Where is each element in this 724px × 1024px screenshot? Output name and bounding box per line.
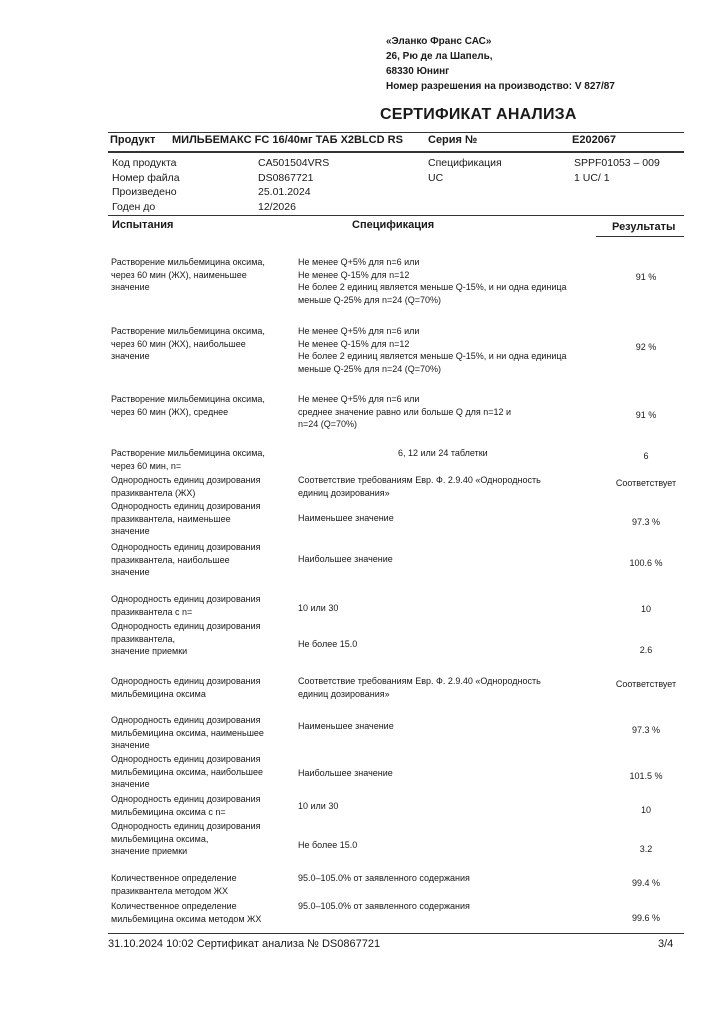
test-spec: Не менее Q+5% для n=6 или среднее значение равно или больше Q для n=12 и n=24 (Q=70%) xyxy=(298,394,512,430)
divider xyxy=(108,132,684,133)
company-line: 26, Рю де ла Шапель, xyxy=(386,51,493,62)
info-value: 12/2026 xyxy=(258,200,296,213)
series-label: Серия № xyxy=(428,134,478,146)
test-spec: 95.0–105.0% от заявленного содержания xyxy=(298,873,470,883)
test-result: 92 % xyxy=(635,342,657,352)
info-label: Код продукта xyxy=(112,157,177,169)
divider xyxy=(108,933,684,934)
info-value: 25.01.2024 xyxy=(258,186,311,199)
test-result: 2.6 xyxy=(639,645,653,655)
test-result: 100.6 % xyxy=(629,558,663,568)
page-number: 3/4 xyxy=(658,938,674,950)
test-result: Соответствует xyxy=(615,679,677,689)
info-label: UC xyxy=(428,171,444,184)
product-label: Продукт xyxy=(110,134,156,146)
info-labels-left xyxy=(112,156,180,214)
info-values-right xyxy=(574,156,660,185)
test-spec: 6, 12 или 24 таблетки xyxy=(398,448,488,458)
test-name: Однородность единиц дозирования празиквантела (ЖХ) xyxy=(111,475,261,498)
test-spec: Не более 15.0 xyxy=(298,639,358,649)
test-name: Количественное определение мильбемицина оксима методом ЖХ xyxy=(111,901,262,924)
test-spec: Не менее Q+5% для n=6 или Не менее Q-15% для n=12 Не более 2 единиц является меньше Q-15%, и ни одна единица меньше Q-25% для n=24 (Q=70%) xyxy=(298,326,567,374)
product-name: МИЛЬБЕМАКС FC 16/40мг ТАБ X2BLCD RS xyxy=(172,134,403,146)
info-value: SPPF01053 – 009 xyxy=(574,157,660,169)
test-result: 10 xyxy=(640,805,651,815)
test-name: Растворение мильбемицина оксима, через 60 мин, n= xyxy=(111,448,265,471)
test-name: Однородность единиц дозирования мильбемицина оксима с n= xyxy=(111,794,261,817)
test-name: Однородность единиц дозирования мильбемицина оксима, значение приемки xyxy=(111,821,261,857)
test-spec: 10 или 30 xyxy=(298,603,339,613)
test-result: 99.6 % xyxy=(631,913,661,923)
divider xyxy=(108,215,684,216)
test-spec: Соответствие требованиям Евр. Ф. 2.9.40 «Однородность единиц дозирования» xyxy=(298,475,541,498)
test-result: 91 % xyxy=(635,272,657,282)
test-name: Растворение мильбемицина оксима, через 60 мин (ЖХ), среднее xyxy=(111,394,265,417)
divider xyxy=(108,151,684,153)
test-spec: Наименьшее значение xyxy=(298,721,394,731)
test-result: 10 xyxy=(640,604,651,614)
info-value: DS0867721 xyxy=(258,171,314,184)
test-result: 91 % xyxy=(635,410,657,420)
header-spec: Спецификация xyxy=(352,219,435,231)
info-label: Произведено xyxy=(112,186,177,199)
info-value: 1 UC/ 1 xyxy=(574,171,610,184)
info-values-left xyxy=(258,156,329,214)
info-labels-right xyxy=(428,156,502,185)
test-result: 97.3 % xyxy=(631,725,661,735)
header-result: Результаты xyxy=(612,221,676,233)
test-spec: Наибольшее значение xyxy=(298,554,393,564)
company-line: Номер разрешения на производство: V 827/87 xyxy=(386,81,615,92)
test-name: Однородность единиц дозирования мильбемицина оксима, наибольшее значение xyxy=(111,754,263,790)
company-line: 68330 Юнинг xyxy=(386,66,450,77)
test-name: Растворение мильбемицина оксима, через 60 мин (ЖХ), наименьшее значение xyxy=(111,257,265,293)
company-line: «Эланко Франс САС» xyxy=(386,36,492,47)
info-label: Годен до xyxy=(112,200,156,213)
test-result: 99.4 % xyxy=(631,878,661,888)
test-name: Однородность единиц дозирования празиквантела, значение приемки xyxy=(111,621,261,657)
test-result: 101.5 % xyxy=(629,771,663,781)
test-spec: Соответствие требованиям Евр. Ф. 2.9.40 «Однородность единиц дозирования» xyxy=(298,676,541,699)
test-spec: Не более 15.0 xyxy=(298,840,358,850)
test-spec: Наибольшее значение xyxy=(298,768,393,778)
test-name: Количественное определение празиквантела методом ЖХ xyxy=(111,873,237,896)
test-result: Соответствует xyxy=(615,478,677,488)
test-result: 97.3 % xyxy=(631,517,661,527)
test-name: Растворение мильбемицина оксима, через 60 мин (ЖХ), наибольшее значение xyxy=(111,326,265,362)
test-spec: Не менее Q+5% для n=6 или Не менее Q-15% для n=12 Не более 2 единиц является меньше Q-15%, и ни одна единица меньше Q-25% для n=24 (Q=70%) xyxy=(298,257,567,305)
test-spec: Наименьшее значение xyxy=(298,513,394,523)
test-spec: 10 или 30 xyxy=(298,801,339,811)
test-spec: 95.0–105.0% от заявленного содержания xyxy=(298,901,470,911)
test-result: 6 xyxy=(643,451,649,461)
info-value: CA501504VRS xyxy=(258,157,330,169)
info-label: Номер файла xyxy=(112,171,180,184)
test-name: Однородность единиц дозирования празиквантела с n= xyxy=(111,594,261,617)
test-result: 3.2 xyxy=(639,844,653,854)
test-name: Однородность единиц дозирования празиквантела, наименьшее значение xyxy=(111,501,261,537)
footer-text: 31.10.2024 10:02 Сертификат анализа № DS0867721 xyxy=(108,938,381,950)
test-name: Однородность единиц дозирования мильбемицина оксима xyxy=(111,676,261,699)
header-test: Испытания xyxy=(112,219,174,231)
document-title: СЕРТИФИКАТ АНАЛИЗА xyxy=(380,106,577,123)
divider xyxy=(596,236,684,237)
test-name: Однородность единиц дозирования празиквантела, наибольшее значение xyxy=(111,542,261,578)
company-address xyxy=(386,34,615,94)
series-value: E202067 xyxy=(572,134,617,146)
info-label: Спецификация xyxy=(428,157,502,169)
test-name: Однородность единиц дозирования мильбемицина оксима, наименьшее значение xyxy=(111,715,264,751)
